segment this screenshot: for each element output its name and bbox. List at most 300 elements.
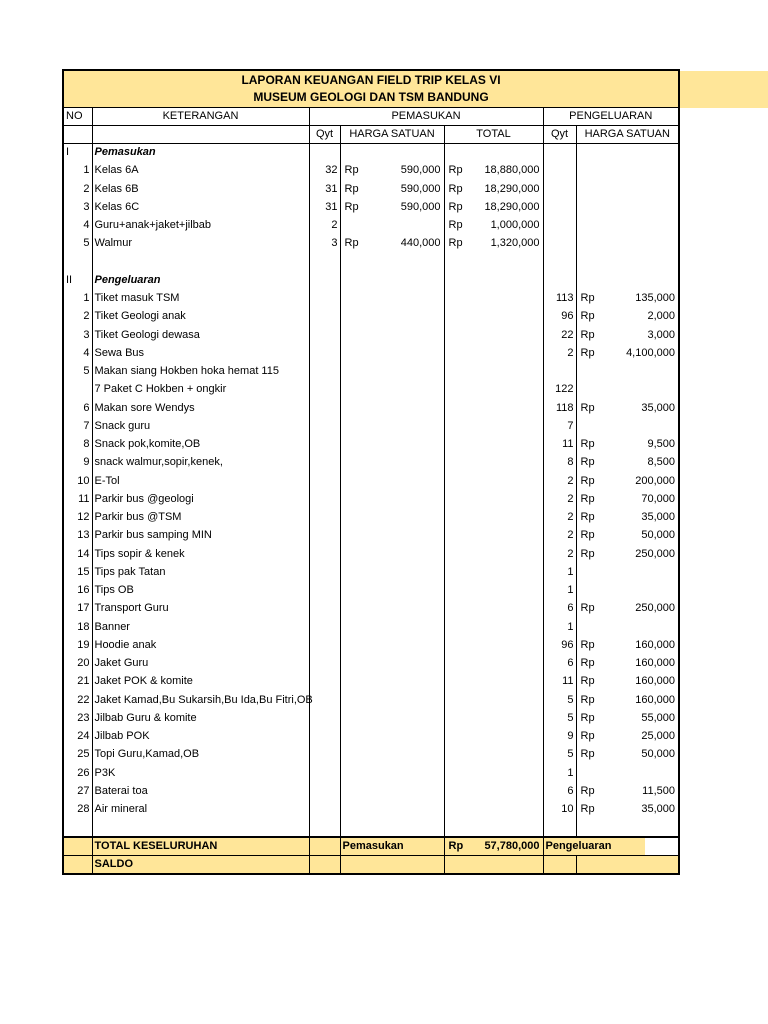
row-unit-price	[576, 728, 679, 746]
row-qty	[543, 363, 576, 381]
empty-cell	[444, 527, 543, 545]
report-title-cell	[63, 70, 679, 107]
total-label: TOTAL KESELURUHAN	[92, 837, 309, 856]
expense-row	[63, 381, 679, 399]
empty-cell	[576, 235, 679, 253]
empty-cell	[444, 618, 543, 636]
row-number: 13	[63, 527, 92, 545]
row-qty: 2	[543, 545, 576, 563]
empty-cell	[444, 344, 543, 362]
empty-cell	[340, 472, 444, 490]
empty-cell	[309, 381, 340, 399]
row-qty: 96	[543, 308, 576, 326]
row-number: 2	[63, 180, 92, 198]
header-row-1	[63, 107, 679, 125]
row-number: 6	[63, 399, 92, 417]
row-unit-price	[576, 582, 679, 600]
row-number: 3	[63, 198, 92, 216]
empty-cell	[543, 217, 576, 235]
empty-cell	[309, 290, 340, 308]
row-number: 25	[63, 746, 92, 764]
empty-cell	[543, 819, 576, 837]
empty-cell	[63, 837, 92, 856]
row-description: 7 Paket C Hokben + ongkir	[92, 381, 309, 399]
currency-label: Rp	[580, 511, 595, 524]
blank-row	[63, 253, 679, 271]
amount-value: 590,000	[400, 200, 441, 213]
expense-row	[63, 636, 679, 654]
empty-cell	[63, 819, 92, 837]
empty-cell	[309, 819, 340, 837]
empty-cell	[309, 472, 340, 490]
amount-value: 160,000	[635, 638, 675, 651]
row-description: Kelas 6A	[92, 162, 309, 180]
currency-label: Rp	[448, 840, 464, 852]
empty-cell	[444, 636, 543, 654]
empty-cell	[309, 454, 340, 472]
row-unit-price	[340, 180, 444, 198]
amount-value: 18,290,000	[484, 182, 540, 195]
amount-value: 70,000	[641, 492, 675, 505]
row-description: snack walmur,sopir,kenek,	[92, 454, 309, 472]
empty-cell	[309, 655, 340, 673]
expense-row	[63, 363, 679, 381]
row-qty: 22	[543, 326, 576, 344]
empty-cell	[63, 253, 92, 271]
currency-label: Rp	[580, 310, 595, 323]
row-unit-price	[576, 709, 679, 727]
currency-label: Rp	[580, 638, 595, 651]
row-number: 4	[63, 217, 92, 235]
row-description: Jaket Kamad,Bu Sukarsih,Bu Ida,Bu Fitri,OB	[92, 691, 309, 709]
amount-value: 160,000	[635, 675, 675, 688]
empty-cell	[309, 746, 340, 764]
row-unit-price	[576, 527, 679, 545]
empty-cell	[340, 436, 444, 454]
currency-label: Rp	[580, 456, 595, 469]
expense-row	[63, 509, 679, 527]
expense-row	[63, 582, 679, 600]
empty-cell	[309, 144, 340, 162]
header-qyt-pengeluaran: Qyt	[543, 125, 576, 143]
row-description: Makan siang Hokben hoka hemat 115	[92, 363, 309, 381]
saldo-row	[63, 856, 679, 875]
row-description: Makan sore Wendys	[92, 399, 309, 417]
expense-row	[63, 600, 679, 618]
empty-cell	[340, 655, 444, 673]
row-description: Tips pak Tatan	[92, 563, 309, 581]
empty-cell	[444, 563, 543, 581]
currency-label: Rp	[580, 292, 595, 305]
expense-row	[63, 454, 679, 472]
empty-cell	[340, 856, 444, 875]
empty-cell	[340, 782, 444, 800]
row-description: Kelas 6B	[92, 180, 309, 198]
row-number: 3	[63, 326, 92, 344]
empty-cell	[444, 381, 543, 399]
row-number: 1	[63, 162, 92, 180]
row-description: Jaket Guru	[92, 655, 309, 673]
row-number: 1	[63, 290, 92, 308]
row-qty: 1	[543, 582, 576, 600]
currency-label: Rp	[580, 346, 595, 359]
header-qyt: Qyt	[309, 125, 340, 143]
header-blank-ket	[92, 125, 309, 143]
amount-value: 590,000	[400, 164, 441, 177]
empty-cell	[444, 454, 543, 472]
amount-value: 25,000	[641, 730, 675, 743]
row-unit-price	[576, 691, 679, 709]
row-number: 11	[63, 490, 92, 508]
row-unit-price	[576, 509, 679, 527]
empty-cell	[309, 764, 340, 782]
row-number: 15	[63, 563, 92, 581]
pengeluaran-label: Pengeluaran	[543, 837, 646, 856]
amount-value: 57,780,000	[484, 840, 540, 852]
empty-cell	[309, 545, 340, 563]
row-unit-price	[576, 673, 679, 691]
empty-cell	[340, 746, 444, 764]
empty-cell	[444, 691, 543, 709]
row-qty: 11	[543, 673, 576, 691]
empty-cell	[543, 198, 576, 216]
row-description: Transport Guru	[92, 600, 309, 618]
title-band-extension	[678, 71, 768, 108]
empty-cell	[576, 253, 679, 271]
currency-label: Rp	[580, 803, 595, 816]
empty-cell	[309, 728, 340, 746]
empty-cell	[92, 253, 309, 271]
empty-cell	[543, 180, 576, 198]
expense-row	[63, 399, 679, 417]
row-qty: 5	[543, 746, 576, 764]
row-qty: 2	[543, 509, 576, 527]
row-number: 8	[63, 436, 92, 454]
section-label: Pengeluaran	[92, 271, 309, 289]
expense-row	[63, 746, 679, 764]
amount-value: 1,320,000	[490, 237, 540, 250]
row-unit-price	[576, 618, 679, 636]
row-number: 27	[63, 782, 92, 800]
row-description: Baterai toa	[92, 782, 309, 800]
amount-value: 35,000	[641, 803, 675, 816]
empty-cell	[309, 636, 340, 654]
amount-value: 8,500	[647, 456, 675, 469]
empty-cell	[340, 308, 444, 326]
empty-cell	[444, 308, 543, 326]
row-unit-price	[576, 600, 679, 618]
expense-row	[63, 490, 679, 508]
empty-cell	[309, 837, 340, 856]
row-description: Sewa Bus	[92, 344, 309, 362]
empty-cell	[340, 417, 444, 435]
row-unit-price	[576, 801, 679, 819]
empty-cell	[309, 490, 340, 508]
row-unit-price	[576, 290, 679, 308]
empty-cell	[309, 253, 340, 271]
empty-cell	[340, 636, 444, 654]
row-qty: 2	[309, 217, 340, 235]
empty-cell	[309, 436, 340, 454]
expense-row	[63, 472, 679, 490]
row-qty: 2	[543, 472, 576, 490]
row-description: Tips OB	[92, 582, 309, 600]
expense-row	[63, 417, 679, 435]
row-number: 5	[63, 235, 92, 253]
empty-cell	[309, 399, 340, 417]
empty-cell	[309, 582, 340, 600]
row-description: Hoodie anak	[92, 636, 309, 654]
header-total: TOTAL	[444, 125, 543, 143]
empty-cell	[92, 819, 309, 837]
currency-label: Rp	[344, 237, 359, 250]
row-description: Air mineral	[92, 801, 309, 819]
expense-row	[63, 563, 679, 581]
expense-row	[63, 691, 679, 709]
amount-value: 200,000	[635, 474, 675, 487]
pemasukan-label: Pemasukan	[340, 837, 444, 856]
header-pemasukan: PEMASUKAN	[309, 107, 543, 125]
header-blank-no	[63, 125, 92, 143]
empty-cell	[63, 856, 92, 875]
currency-label: Rp	[344, 164, 359, 177]
amount-value: 9,500	[647, 438, 675, 451]
currency-label: Rp	[580, 438, 595, 451]
financial-report-table	[62, 69, 680, 875]
expense-row	[63, 326, 679, 344]
expense-row	[63, 782, 679, 800]
row-qty: 7	[543, 417, 576, 435]
empty-cell	[340, 253, 444, 271]
empty-cell	[340, 618, 444, 636]
empty-cell	[543, 162, 576, 180]
currency-label: Rp	[580, 730, 595, 743]
empty-cell	[309, 308, 340, 326]
expense-row	[63, 801, 679, 819]
row-unit-price	[576, 764, 679, 782]
empty-cell	[444, 399, 543, 417]
empty-cell	[309, 563, 340, 581]
row-description: Parkir bus @TSM	[92, 509, 309, 527]
row-description: E-Tol	[92, 472, 309, 490]
row-description: Jaket POK & komite	[92, 673, 309, 691]
row-unit-price	[576, 636, 679, 654]
empty-cell	[576, 271, 679, 289]
empty-cell	[340, 563, 444, 581]
empty-cell	[309, 782, 340, 800]
row-description: Parkir bus @geologi	[92, 490, 309, 508]
currency-label: Rp	[448, 200, 463, 213]
row-qty: 5	[543, 709, 576, 727]
empty-cell	[340, 490, 444, 508]
currency-label: Rp	[580, 602, 595, 615]
expense-row	[63, 344, 679, 362]
empty-cell	[444, 271, 543, 289]
row-number: 14	[63, 545, 92, 563]
amount-value: 55,000	[641, 711, 675, 724]
row-unit-price	[576, 545, 679, 563]
empty-cell	[340, 271, 444, 289]
row-qty: 2	[543, 527, 576, 545]
empty-cell	[444, 417, 543, 435]
empty-cell	[340, 582, 444, 600]
row-number: 2	[63, 308, 92, 326]
row-number: 9	[63, 454, 92, 472]
empty-cell	[444, 509, 543, 527]
empty-cell	[576, 217, 679, 235]
empty-cell	[340, 509, 444, 527]
amount-value: 160,000	[635, 693, 675, 706]
row-unit-price	[576, 363, 679, 381]
row-number: 4	[63, 344, 92, 362]
currency-label: Rp	[580, 474, 595, 487]
empty-cell	[309, 344, 340, 362]
row-description: Banner	[92, 618, 309, 636]
row-total	[444, 162, 543, 180]
row-number: 24	[63, 728, 92, 746]
empty-cell	[340, 363, 444, 381]
empty-cell	[444, 436, 543, 454]
empty-cell	[340, 545, 444, 563]
empty-cell	[444, 545, 543, 563]
section-number: I	[63, 144, 92, 162]
empty-cell	[309, 801, 340, 819]
currency-label: Rp	[344, 182, 359, 195]
expense-row	[63, 618, 679, 636]
row-total	[444, 217, 543, 235]
empty-cell	[340, 691, 444, 709]
row-qty: 6	[543, 600, 576, 618]
currency-label: Rp	[580, 784, 595, 797]
expense-row	[63, 308, 679, 326]
section-pengeluaran-row	[63, 271, 679, 289]
amount-value: 18,880,000	[484, 164, 540, 177]
empty-cell	[309, 527, 340, 545]
row-number: 5	[63, 363, 92, 381]
row-qty: 1	[543, 618, 576, 636]
amount-value: 4,100,000	[626, 346, 675, 359]
row-unit-price	[576, 490, 679, 508]
empty-cell	[309, 363, 340, 381]
amount-value: 18,290,000	[484, 200, 540, 213]
currency-label: Rp	[580, 657, 595, 670]
empty-cell	[340, 144, 444, 162]
row-unit-price	[340, 235, 444, 253]
empty-cell	[340, 527, 444, 545]
empty-cell	[309, 509, 340, 527]
income-row	[63, 198, 679, 216]
empty-cell	[309, 709, 340, 727]
row-description: Jilbab Guru & komite	[92, 709, 309, 727]
empty-cell	[543, 253, 576, 271]
row-number: 22	[63, 691, 92, 709]
empty-cell	[444, 673, 543, 691]
header-row-2	[63, 125, 679, 143]
total-row	[63, 837, 679, 856]
expense-row	[63, 545, 679, 563]
row-qty: 11	[543, 436, 576, 454]
row-description: Guru+anak+jaket+jilbab	[92, 217, 309, 235]
row-description: Tiket Geologi anak	[92, 308, 309, 326]
expense-row	[63, 655, 679, 673]
row-qty: 31	[309, 180, 340, 198]
row-description: Parkir bus samping MIN	[92, 527, 309, 545]
empty-cell	[576, 856, 679, 875]
row-unit-price	[576, 655, 679, 673]
row-number: 10	[63, 472, 92, 490]
empty-cell	[576, 198, 679, 216]
income-row	[63, 180, 679, 198]
row-qty: 8	[543, 454, 576, 472]
empty-cell	[340, 344, 444, 362]
empty-cell	[444, 655, 543, 673]
empty-cell	[444, 253, 543, 271]
income-row	[63, 162, 679, 180]
amount-value: 590,000	[400, 182, 441, 195]
header-harga-satuan: HARGA SATUAN	[340, 125, 444, 143]
empty-cell	[444, 746, 543, 764]
empty-cell	[543, 856, 576, 875]
empty-cell	[340, 819, 444, 837]
empty-cell	[444, 472, 543, 490]
row-qty: 122	[543, 381, 576, 399]
currency-label: Rp	[448, 182, 463, 195]
row-number: 23	[63, 709, 92, 727]
expense-row	[63, 436, 679, 454]
empty-cell	[444, 819, 543, 837]
row-unit-price	[340, 162, 444, 180]
row-total	[444, 235, 543, 253]
empty-cell	[340, 290, 444, 308]
row-description: Tiket Geologi dewasa	[92, 326, 309, 344]
report-title-row	[63, 70, 679, 107]
row-unit-price	[576, 326, 679, 344]
amount-value: 50,000	[641, 748, 675, 761]
empty-cell	[576, 819, 679, 837]
amount-value: 50,000	[641, 529, 675, 542]
row-number: 21	[63, 673, 92, 691]
row-number: 12	[63, 509, 92, 527]
empty-cell	[309, 673, 340, 691]
header-keterangan: KETERANGAN	[92, 107, 309, 125]
row-qty: 2	[543, 344, 576, 362]
row-unit-price	[340, 217, 444, 235]
currency-label: Rp	[580, 492, 595, 505]
empty-cell	[543, 235, 576, 253]
row-number: 17	[63, 600, 92, 618]
empty-cell	[576, 180, 679, 198]
amount-value: 1,000,000	[490, 219, 540, 232]
row-description: Tips sopir & kenek	[92, 545, 309, 563]
row-unit-price	[576, 472, 679, 490]
header-no: NO	[63, 107, 92, 125]
saldo-label: SALDO	[92, 856, 309, 875]
expense-row	[63, 764, 679, 782]
empty-cell	[543, 271, 576, 289]
empty-cell	[340, 728, 444, 746]
empty-cell	[309, 271, 340, 289]
row-description: Walmur	[92, 235, 309, 253]
row-unit-price	[340, 198, 444, 216]
row-qty: 6	[543, 655, 576, 673]
empty-cell	[444, 144, 543, 162]
row-qty: 6	[543, 782, 576, 800]
empty-cell	[340, 600, 444, 618]
amount-value: 35,000	[641, 401, 675, 414]
empty-cell	[340, 801, 444, 819]
empty-cell	[576, 144, 679, 162]
row-qty: 1	[543, 563, 576, 581]
